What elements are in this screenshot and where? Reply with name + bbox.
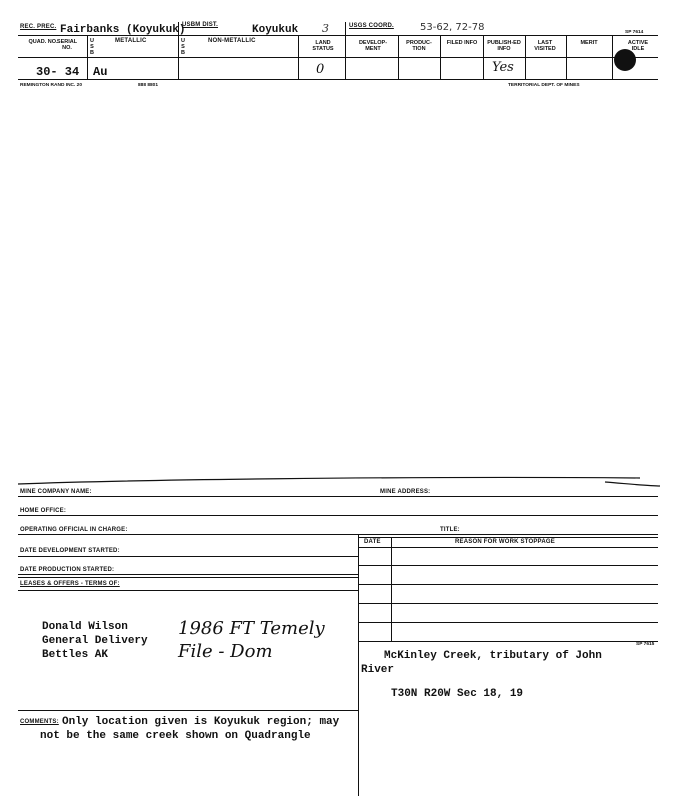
land-status-value: 0 <box>316 62 325 77</box>
quad-serial-value: 30- 34 <box>36 65 80 79</box>
handwritten-note-1: 1986 FT Temely <box>178 618 325 639</box>
contact-line-1: Donald Wilson <box>42 621 128 633</box>
mine-address-label: MINE ADDRESS: <box>380 489 431 495</box>
col-quad-no: QUAD. NO. <box>28 39 58 45</box>
col-metallic: METALLIC <box>115 38 147 44</box>
punch-hole-mark <box>614 49 636 71</box>
home-office-label: HOME OFFICE: <box>20 508 67 514</box>
operating-official-label: OPERATING OFFICIAL IN CHARGE: <box>20 527 128 533</box>
col-land-status: LAND STATUS <box>312 40 334 52</box>
top-footer-left: REMINGTON RAND INC. 20 <box>20 83 83 88</box>
leases-offers-label: LEASES & OFFERS - TERMS OF: <box>20 581 120 587</box>
col-usbm-nonmetallic-letters: U S B <box>181 38 185 56</box>
comments-label: COMMENTS: <box>20 719 59 725</box>
date-production-started-label: DATE PRODUCTION STARTED: <box>20 567 115 573</box>
top-footer-codes: 888 8801 <box>138 83 159 88</box>
usbm-dist-value: Koyukuk <box>252 24 299 36</box>
contact-line-2: General Delivery <box>42 635 148 647</box>
col-nonmetallic: NON-METALLIC <box>208 38 256 44</box>
rec-prec-label: REC. PREC. <box>20 24 57 30</box>
township-range: T30N R20W Sec 18, 19 <box>391 688 524 700</box>
col-filed-info: FILED INFO <box>446 40 478 46</box>
location-line-2: River <box>361 664 395 676</box>
usgs-coord-label: USGS COORD. <box>349 23 394 29</box>
handwritten-note-2: File - Dom <box>178 641 273 662</box>
top-footer-right: TERRITORIAL DEPT. OF MINES <box>508 83 580 88</box>
card-edge <box>0 470 678 490</box>
metallic-value: Au <box>93 65 108 79</box>
reason-work-stoppage-label: REASON FOR WORK STOPPAGE <box>455 539 555 545</box>
col-merit: MERIT <box>580 40 598 46</box>
col-active-idle: ACTIVE IDLE <box>627 40 649 52</box>
usbm-dist-label: USBM DIST. <box>182 22 219 28</box>
date-column-label: DATE <box>364 539 381 545</box>
rec-prec-value: Fairbanks (Koyukuk) <box>60 24 186 36</box>
col-development: DEVELOP-MENT <box>358 40 388 52</box>
location-line-1: McKinley Creek, tributary of John <box>384 650 602 662</box>
col-last-visited: LAST VISITED <box>534 40 556 52</box>
mine-company-name-label: MINE COMPANY NAME: <box>20 489 92 495</box>
comments-line-1: Only location given is Koyukuk region; may <box>62 716 340 728</box>
col-production: PRODUC-TION <box>406 40 432 52</box>
col-published-info: PUBLISH-ED INFO <box>487 40 521 52</box>
title-label: TITLE: <box>440 527 460 533</box>
published-info-value: Yes <box>492 60 514 75</box>
bottom-form-number: SP 7615 <box>636 642 655 647</box>
top-form-number: SP 7614 <box>625 30 644 35</box>
col-serial-no: SERIAL NO. <box>56 39 78 51</box>
date-development-started-label: DATE DEVELOPMENT STARTED: <box>20 548 120 554</box>
col-usbm-metallic-letters: U S B <box>90 38 94 56</box>
usgs-coord-value: 53-62, 72-78 <box>420 22 485 33</box>
contact-line-3: Bettles AK <box>42 649 109 661</box>
usbm-dist-number: 3 <box>322 22 329 35</box>
comments-line-2: not be the same creek shown on Quadrangle <box>40 730 311 742</box>
